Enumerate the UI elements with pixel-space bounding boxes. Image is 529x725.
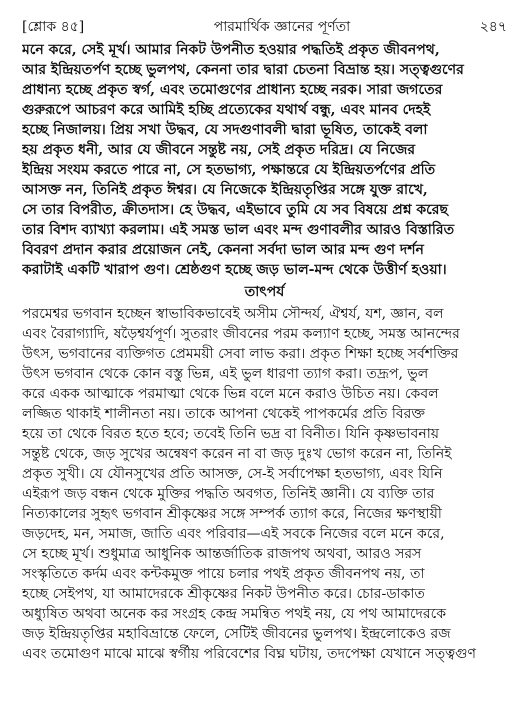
verse-translation <box>22 40 507 280</box>
verse-line: আসক্ত নন, তিনিই প্রকৃত ঈশ্বর। যে নিজেকে ইন্দ্রিয়তৃপ্তির সঙ্গে যুক্ত রাখে, <box>22 182 428 198</box>
purport-line: হয়ে তা থেকে বিরত হতে হবে; তবেই তিনি ভদ্র বা বিনীত। যিনি কৃষ্ণভাবনায় <box>22 426 440 442</box>
purport-line: জড়দেহ, মন, সমাজ, জাতি এবং পরিবার—এই সবকে নিজের বলে মনে করে, <box>22 526 445 542</box>
chapter-title: পারমার্থিক জ্ঞানের পূর্ণতা <box>213 19 351 35</box>
purport-line: নিত্যকালের সুহৃৎ ভগবান শ্রীকৃষ্ণের সঙ্গে সম্পর্ক ত্যাগ করে, নিজের ক্ষণস্থায়ী <box>22 506 442 522</box>
purport-line: জড় ইন্দ্রিয়তৃপ্তির মহাবিভ্রান্তে ফেলে, সেটিই জীবনের ভুলপথ। ইন্দ্রলোকেও রজ <box>22 626 451 642</box>
purport-line: উৎস ভগবান থেকে কোন বস্তু ভিন্ন, এই ভুল ধারণা ত্যাগ করা। তদ্রূপ, ভুল <box>22 366 429 382</box>
verse-number: [শ্লোক ৪৫] <box>22 19 85 35</box>
purport-line: হচ্ছে সেইপথ, যা আমাদেরকে শ্রীকৃষ্ণের নিকট উপনীত করে। চোর-ডাকাত <box>22 586 425 602</box>
purport-line: করে একক আত্মাকে পরমাত্মা থেকে ভিন্ন বলে মনে করাও উচিত নয়। কেবল <box>22 386 439 402</box>
purport-line: এইরূপ জড় বন্ধন থেকে মুক্তির পদ্ধতি অবগত, তিনিই জ্ঞানী। যে ব্যক্তি তার <box>22 486 435 502</box>
verse-line: বিবরণ প্রদান করার প্রয়োজন নেই, কেননা সর্বদা ভাল আর মন্দ গুণ দর্শন <box>22 242 424 258</box>
purport-line: এবং বৈরাগ্যাদি, ষড়ৈশ্বর্যপূর্ণ। সুতরাং জীবনের পরম কল্যাণ হচ্ছে, সমস্ত আনন্দের <box>22 326 460 342</box>
purport-text <box>22 304 507 664</box>
verse-line: তার বিশদ ব্যাখ্যা করলাম। এই সমস্ত ভাল এবং মন্দ গুণাবলীর আরও বিস্তারিত <box>22 222 455 238</box>
page-number: ২৪৭ <box>479 19 507 35</box>
verse-line: হচ্ছে নিজালয়। প্রিয় সখা উদ্ধব, যে সদগুণাবলী দ্বারা ভূষিত, তাকেই বলা <box>22 122 428 138</box>
verse-line: হয় প্রকৃত ধনী, আর যে জীবনে সন্তুষ্ট নয়, সেই প্রকৃত দরিদ্র। যে নিজের <box>22 142 416 158</box>
purport-line: সংস্কৃতিতে কর্দম এবং কন্টকমুক্ত পায়ে চলার পথই প্রকৃত জীবনপথ নয়, তা <box>22 566 425 582</box>
purport-line: সে হচ্ছে মূর্খ। শুধুমাত্র আধুনিক আন্তর্জাতিক রাজপথ অথবা, আরও সরস <box>22 546 422 562</box>
verse-line: আর ইন্দ্রিয়তর্পণ হচ্ছে ভুলপথ, কেননা তার দ্বারা চেতনা বিভ্রান্ত হয়। সত্ত্বগুণের <box>22 62 464 78</box>
purport-line: পরমেশ্বর ভগবান হচ্ছেন স্বাভাবিকভাবেই অসীম সৌন্দর্য, ঐশ্বর্য, যশ, জ্ঞান, বল <box>22 306 444 322</box>
verse-line: করাটাই একটি খারাপ গুণ। শ্রেষ্ঠগুণ হচ্ছে জড় ভাল-মন্দ থেকে উত্তীর্ণ হওয়া। <box>22 262 447 278</box>
page-header <box>22 18 507 36</box>
purport-line: এবং তমোগুণ মাঝে মাঝে স্বর্গীয় পরিবেশের বিঘ্ন ঘটায়, তদপেক্ষা যেখানে সত্ত্বগুণ <box>22 646 476 662</box>
verse-line: সে তার বিপরীত, ক্রীতদাস। হে উদ্ধব, এইভাবে তুমি যে সব বিষয়ে প্রশ্ন করেছ <box>22 202 448 218</box>
purport-line: উৎস, ভগবানের ব্যক্তিগত প্রেমময়ী সেবা লাভ করা। প্রকৃত শিক্ষা হচ্ছে সর্বশক্তির <box>22 346 459 362</box>
verse-line: গুরুরূপে আচরণ করে আমিই হচ্ছি প্রত্যেকের যথার্থ বন্ধু, এবং মানব দেহই <box>22 102 431 118</box>
verse-line: ইন্দ্রিয় সংযম করতে পারে না, সে হতভাগ্য, পক্ষান্তরে যে ইন্দ্রিয়তর্পণের প্রতি <box>22 162 436 178</box>
purport-line: সন্তুষ্ট থেকে, জড় সুখের অন্বেষণ করেন না বা জড় দুঃখ ভোগ করেন না, তিনিই <box>22 446 452 462</box>
purport-line: অধ্যুষিত অথবা অনেক কর সংগ্রহ কেন্দ্র সমন্বিত পথই নয়, যে পথ আমাদেরকে <box>22 606 447 622</box>
purport-title: তাৎপর্য <box>244 284 285 300</box>
verse-line: প্রাধান্য হচ্ছে প্রকৃত স্বর্গ, এবং তমোগুণের প্রাধান্য হচ্ছে নরক। সারা জগতের <box>22 82 443 98</box>
verse-line: মনে করে, সেই মূর্খ। আমার নিকট উপনীত হওয়ার পদ্ধতিই প্রকৃত জীবনপথ, <box>22 42 440 58</box>
purport-line: লজ্জিত থাকাই শালীনতা নয়। তাকে আপনা থেকেই পাপকর্মের প্রতি বিরক্ত <box>22 406 425 422</box>
purport-line: প্রকৃত সুখী। যে যৌনসুখের প্রতি আসক্ত, সে-ই সর্বাপেক্ষা হতভাগ্য, এবং যিনি <box>22 466 443 482</box>
